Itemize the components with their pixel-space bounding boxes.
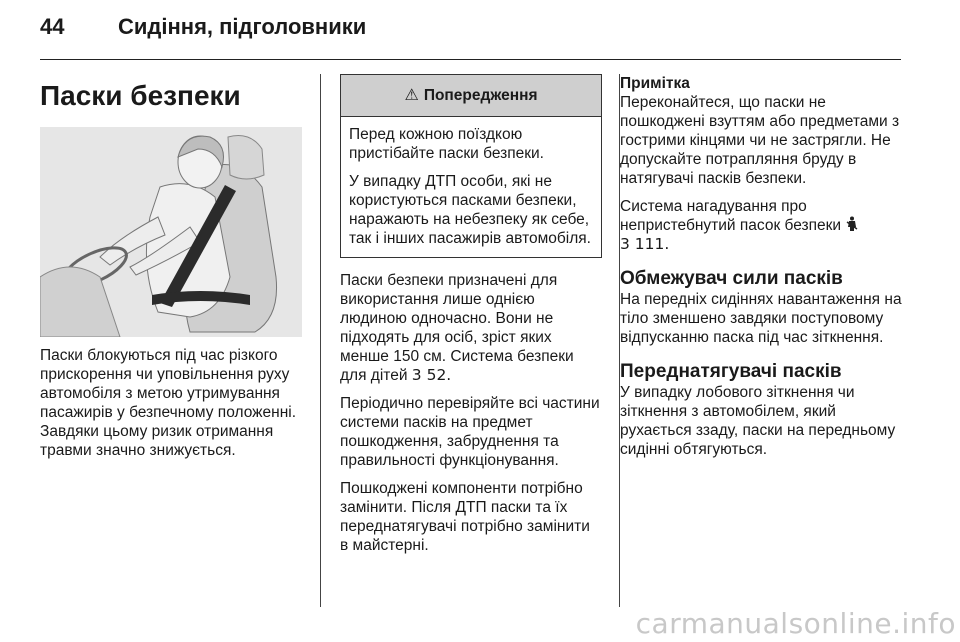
note-text: Переконайтеся, що паски не пошкоджені взуттям або предметами з гострими кінцями чи не застрягли. Не допускайте потрапляння бруду в натягувачі пасків безпеки. bbox=[620, 94, 900, 187]
warning-header bbox=[341, 75, 601, 117]
page-header bbox=[40, 14, 920, 46]
warning-triangle-icon: ⚠ bbox=[404, 87, 419, 104]
warning-paragraph: У випадку ДТП особи, які не користуються пасками безпеки, наражають на небезпеку як себе, так і інших пасажирів автомобіля. bbox=[349, 173, 591, 247]
middle-body bbox=[340, 271, 602, 555]
reminder-text: Система нагадування про непристебнутий пасок безпеки bbox=[620, 198, 842, 234]
column-divider bbox=[320, 74, 321, 607]
pretensioner-heading: Переднатягувачі пасків bbox=[620, 361, 842, 382]
warning-body bbox=[341, 117, 601, 248]
note-block bbox=[620, 74, 905, 188]
intro-text: Паски блокуються під час різкого прискорення чи уповільнення руху автомобіля з метою утримування пасажирів у безпечному положенні. Завдяки цьому ризик отримання травми значно знижується. bbox=[40, 347, 296, 459]
seatbelt-warning-icon bbox=[845, 217, 859, 234]
replacement-paragraph: Пошкоджені компоненти потрібно замінити. Після ДТП паски та їх переднатягувачі потрібно замінити в майстерні. bbox=[340, 480, 590, 554]
reminder-paragraph bbox=[620, 197, 905, 254]
page-ref-link[interactable]: 3 111. bbox=[620, 235, 670, 253]
section-title: Паски безпеки bbox=[40, 80, 241, 111]
page-ref-link[interactable]: 3 52. bbox=[411, 366, 452, 384]
warning-box bbox=[340, 74, 602, 258]
pretensioner-text: У випадку лобового зіткнення чи зіткнення з автомобілем, який рухається ззаду, паски на передньому сидінні обтягуються. bbox=[620, 384, 896, 458]
note-title: Примітка bbox=[620, 75, 690, 92]
seat-belt-illustration bbox=[40, 127, 302, 337]
chapter-title: Сидіння, підголовники bbox=[118, 14, 367, 39]
header-divider bbox=[40, 59, 901, 60]
belt-usage-paragraph bbox=[340, 271, 602, 385]
column-right bbox=[620, 74, 905, 468]
column-left bbox=[40, 74, 308, 112]
limiter-heading: Обмежувач сили пасків bbox=[620, 268, 843, 289]
page-number: 44 bbox=[40, 14, 65, 39]
belt-usage-text: Паски безпеки призначені для використання лише однією людиною одночасно. Вони не підходять для осіб, зріст яких менше 150 см. Система безпеки для дітей bbox=[340, 272, 574, 384]
column-middle bbox=[340, 74, 602, 564]
limiter-text: На передніх сидіннях навантаження на тіло зменшено завдяки поступовому відпусканню паска під час зіткнення. bbox=[620, 291, 902, 346]
warning-title: Попередження bbox=[423, 87, 538, 104]
warning-paragraph: Перед кожною поїздкою пристібайте паски безпеки. bbox=[349, 126, 544, 162]
inspection-paragraph: Періодично перевіряйте всі частини системи пасків на предмет пошкодження, забруднення та правильності функціонування. bbox=[340, 395, 600, 469]
intro-paragraph bbox=[40, 346, 308, 460]
driver-with-seatbelt-image bbox=[40, 127, 302, 337]
watermark: carmanualsonline.info bbox=[635, 607, 956, 640]
